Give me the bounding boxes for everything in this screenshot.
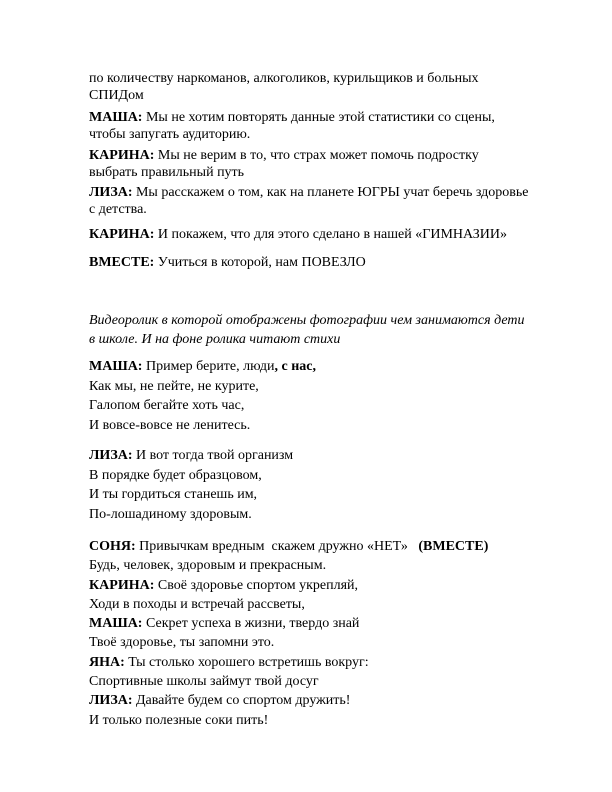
verse-liza xyxy=(89,446,529,524)
speaker-name: СОНЯ: xyxy=(89,539,136,554)
paragraph-text: Мы не хотим повторять данные этой статистики со сцены, чтобы запугать аудиторию. xyxy=(89,110,495,142)
speaker-name: МАША: xyxy=(89,616,143,632)
verse-line: По-лошадиному здоровым. xyxy=(89,506,252,522)
speaker-name: МАША: xyxy=(89,359,143,374)
paragraph-liza xyxy=(89,184,529,218)
verse-line: Ходи в походы и встречай рассветы, xyxy=(89,596,305,612)
paragraph-karina xyxy=(89,147,529,181)
verse-line: МАША: Секрет успеха в жизни, твердо знай xyxy=(89,616,360,632)
verse-line: ЛИЗА: И вот тогда твой организм xyxy=(89,448,294,463)
verse-line: Галопом бегайте хоть час, xyxy=(89,398,245,413)
paragraph-intro xyxy=(89,70,529,104)
verse-line: В порядке будет образцовом, xyxy=(89,467,262,483)
verse-line: Будь, человек, здоровым и прекрасным. xyxy=(89,558,327,574)
verse-line: И ты гордиться станешь им, xyxy=(89,487,258,502)
speaker-name: КАРИНА: xyxy=(89,227,155,242)
verse-line: МАША: Пример берите, люди, с нас, xyxy=(89,359,316,374)
stage-direction: Видеоролик в которой отображены фотографии чем занимаются дети в школе. И на фоне ролика читают стихи xyxy=(89,313,525,347)
speaker-name: ЛИЗА: xyxy=(89,448,133,463)
verse-line: Как мы, не пейте, не курите, xyxy=(89,378,259,394)
paragraph-text: по количеству наркоманов, алкоголиков, курильщиков и больных СПИДом xyxy=(89,71,479,103)
verse-line: ЯНА: Ты столько хорошего встретишь вокруг: xyxy=(89,654,369,670)
paragraph-masha xyxy=(89,109,529,143)
verse-line: ЛИЗА: Давайте будем со спортом дружить! xyxy=(89,693,351,709)
verse-line: Спортивные школы займут твой досуг xyxy=(89,674,319,690)
verse-line: И только полезные соки пить! xyxy=(89,712,269,728)
speaker-name: КАРИНА: xyxy=(89,577,155,593)
paragraph-text: Мы расскажем о том, как на планете ЮГРЫ учат беречь здоровье с детства. xyxy=(89,185,529,217)
speaker-name: ЯНА: xyxy=(89,654,125,670)
verse-line: КАРИНА: Своё здоровье спортом укрепляй, xyxy=(89,577,359,593)
speaker-name: ЛИЗА: xyxy=(89,693,133,709)
verse-line: Твоё здоровье, ты запомни это. xyxy=(89,635,275,651)
paragraph-text: Мы не верим в то, что страх может помочь подростку выбрать правильный путь xyxy=(89,148,479,180)
paragraph-text: И покажем, что для этого сделано в нашей «ГИМНАЗИИ» xyxy=(154,227,508,242)
paragraph-text: Учиться в которой, нам ПОВЕЗЛО xyxy=(154,255,366,270)
verse-line: СОНЯ: Привычкам вредным скажем дружно «НЕТ» (ВМЕСТЕ) xyxy=(89,539,489,554)
paragraph-karina-2 xyxy=(89,226,529,243)
verse-final xyxy=(89,537,529,730)
verse-line: И вовсе-вовсе не ленитесь. xyxy=(89,417,251,433)
speaker-name: ВМЕСТЕ: xyxy=(89,255,155,270)
verse-masha xyxy=(89,357,529,435)
speaker-name: МАША: xyxy=(89,110,143,125)
speaker-name: ЛИЗА: xyxy=(89,185,133,200)
speaker-name: КАРИНА: xyxy=(89,148,155,163)
paragraph-together xyxy=(89,254,529,271)
